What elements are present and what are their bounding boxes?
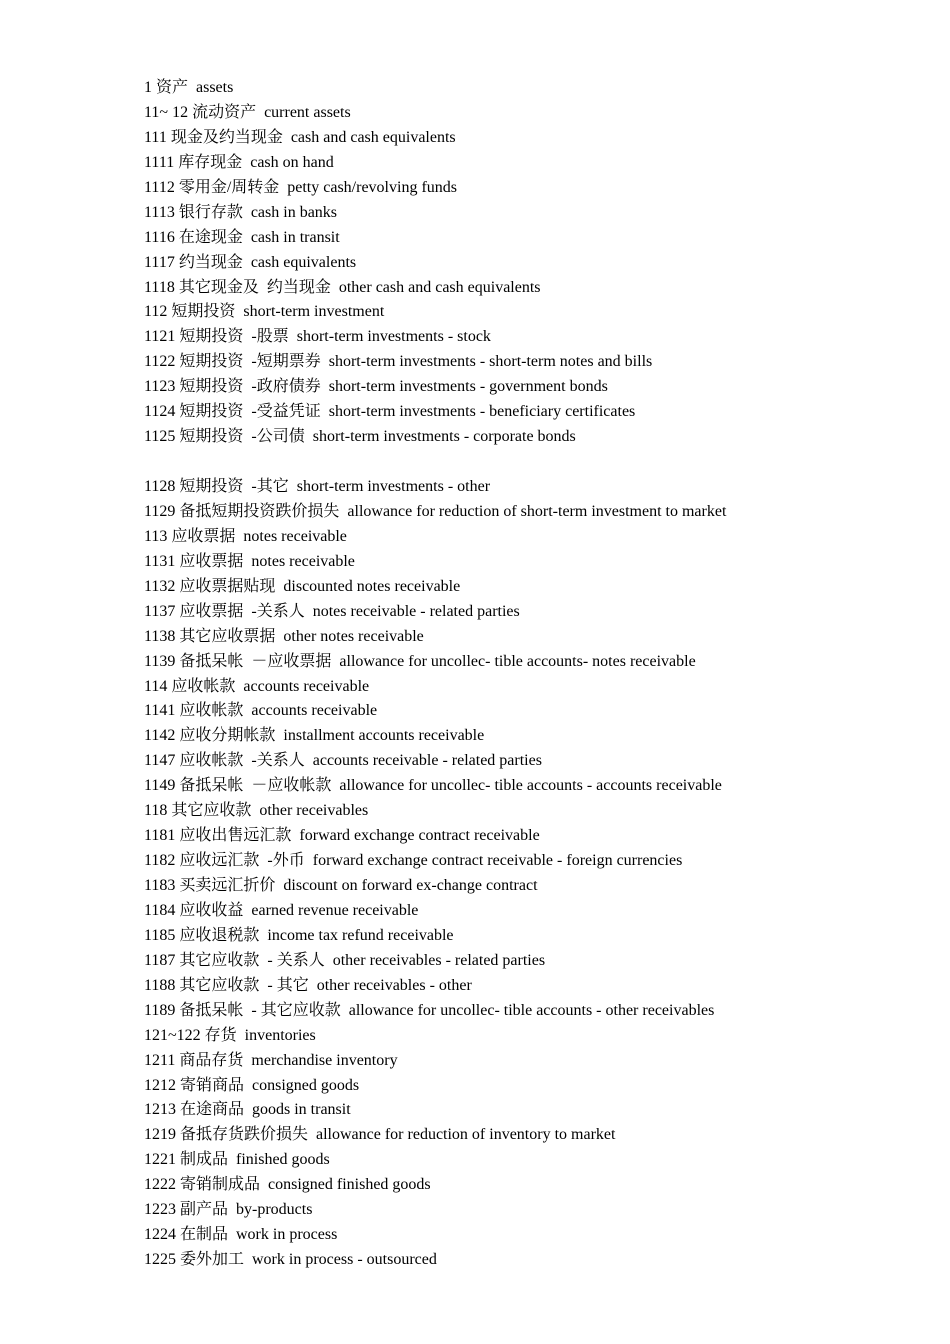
- account-line: 1184 应收收益 earned revenue receivable: [144, 901, 419, 919]
- account-line: 1118 其它现金及 约当现金 other cash and cash equivalents: [144, 278, 541, 296]
- account-line: 1139 备抵呆帐 －应收票据 allowance for uncollec- tible accounts- notes receivable: [144, 652, 696, 670]
- account-line: 1128 短期投资 -其它 short-term investments - other: [144, 478, 491, 495]
- account-line: 1213 在途商品 goods in transit: [144, 1101, 351, 1119]
- account-line: 1131 应收票据 notes receivable: [144, 552, 355, 570]
- account-line: 1222 寄销制成品 consigned finished goods: [144, 1176, 431, 1194]
- account-line: 1224 在制品 work in process: [144, 1226, 338, 1244]
- account-line: 1137 应收票据 -关系人 notes receivable - related parties: [144, 602, 520, 620]
- account-line: 1149 备抵呆帐 －应收帐款 allowance for uncollec- tible accounts - accounts receivable: [144, 777, 722, 795]
- account-line: 1185 应收退税款 income tax refund receivable: [144, 926, 454, 944]
- blank-line: [144, 450, 924, 475]
- account-line: 118 其它应收款 other receivables: [144, 802, 369, 820]
- account-line: 1212 寄销商品 consigned goods: [144, 1076, 360, 1094]
- account-line: 1142 应收分期帐款 installment accounts receivable: [144, 727, 485, 745]
- account-line: 1112 零用金/周转金 petty cash/revolving funds: [144, 178, 458, 196]
- account-line: 1117 约当现金 cash equivalents: [144, 253, 357, 271]
- account-line: 1113 银行存款 cash in banks: [144, 203, 338, 221]
- account-line: 1188 其它应收款 - 其它 other receivables - other: [144, 976, 472, 994]
- account-line: 113 应收票据 notes receivable: [144, 527, 347, 545]
- account-line: 1125 短期投资 -公司债 short-term investments - corporate bonds: [144, 428, 576, 446]
- account-line: 1219 备抵存货跌价损失 allowance for reduction of inventory to market: [144, 1126, 616, 1144]
- account-line: 1121 短期投资 -股票 short-term investments - stock: [144, 328, 491, 346]
- account-line: 1123 短期投资 -政府债券 short-term investments - government bonds: [144, 378, 608, 396]
- account-line: 1 资产 assets: [144, 79, 234, 96]
- account-line: 1225 委外加工 work in process - outsourced: [144, 1251, 437, 1269]
- account-line: 114 应收帐款 accounts receivable: [144, 677, 370, 695]
- account-line: 1124 短期投资 -受益凭证 short-term investments - beneficiary certificates: [144, 403, 636, 421]
- account-line: 1182 应收远汇款 -外币 forward exchange contract receivable - foreign currencies: [144, 852, 683, 870]
- account-line: 1147 应收帐款 -关系人 accounts receivable - related parties: [144, 752, 542, 770]
- account-line: 121~122 存货 inventories: [144, 1026, 316, 1044]
- account-line: 1181 应收出售远汇款 forward exchange contract receivable: [144, 827, 540, 845]
- account-line: 11~ 12 流动资产 current assets: [144, 103, 351, 121]
- account-line: 1189 备抵呆帐 - 其它应收款 allowance for uncollec- tible accounts - other receivables: [144, 1001, 715, 1019]
- account-line: 1211 商品存货 merchandise inventory: [144, 1051, 398, 1069]
- account-line: 1111 库存现金 cash on hand: [144, 153, 334, 171]
- account-line: 1138 其它应收票据 other notes receivable: [144, 627, 424, 645]
- account-line: 1187 其它应收款 - 关系人 other receivables - related parties: [144, 951, 546, 969]
- account-line: 1141 应收帐款 accounts receivable: [144, 702, 378, 720]
- account-line: 1183 买卖远汇折价 discount on forward ex-change contract: [144, 877, 538, 894]
- account-line: 1223 副产品 by-products: [144, 1201, 313, 1219]
- account-line: 1129 备抵短期投资跌价损失 allowance for reduction of short-term investment to market: [144, 502, 727, 520]
- account-line: 1132 应收票据贴现 discounted notes receivable: [144, 577, 461, 595]
- account-line: 1221 制成品 finished goods: [144, 1151, 330, 1169]
- account-line: 1116 在途现金 cash in transit: [144, 228, 340, 246]
- account-line: 112 短期投资 short-term investment: [144, 303, 385, 321]
- account-line: 111 现金及约当现金 cash and cash equivalents: [144, 128, 456, 146]
- account-list: [144, 76, 924, 1273]
- account-line: 1122 短期投资 -短期票券 short-term investments - short-term notes and bills: [144, 353, 653, 371]
